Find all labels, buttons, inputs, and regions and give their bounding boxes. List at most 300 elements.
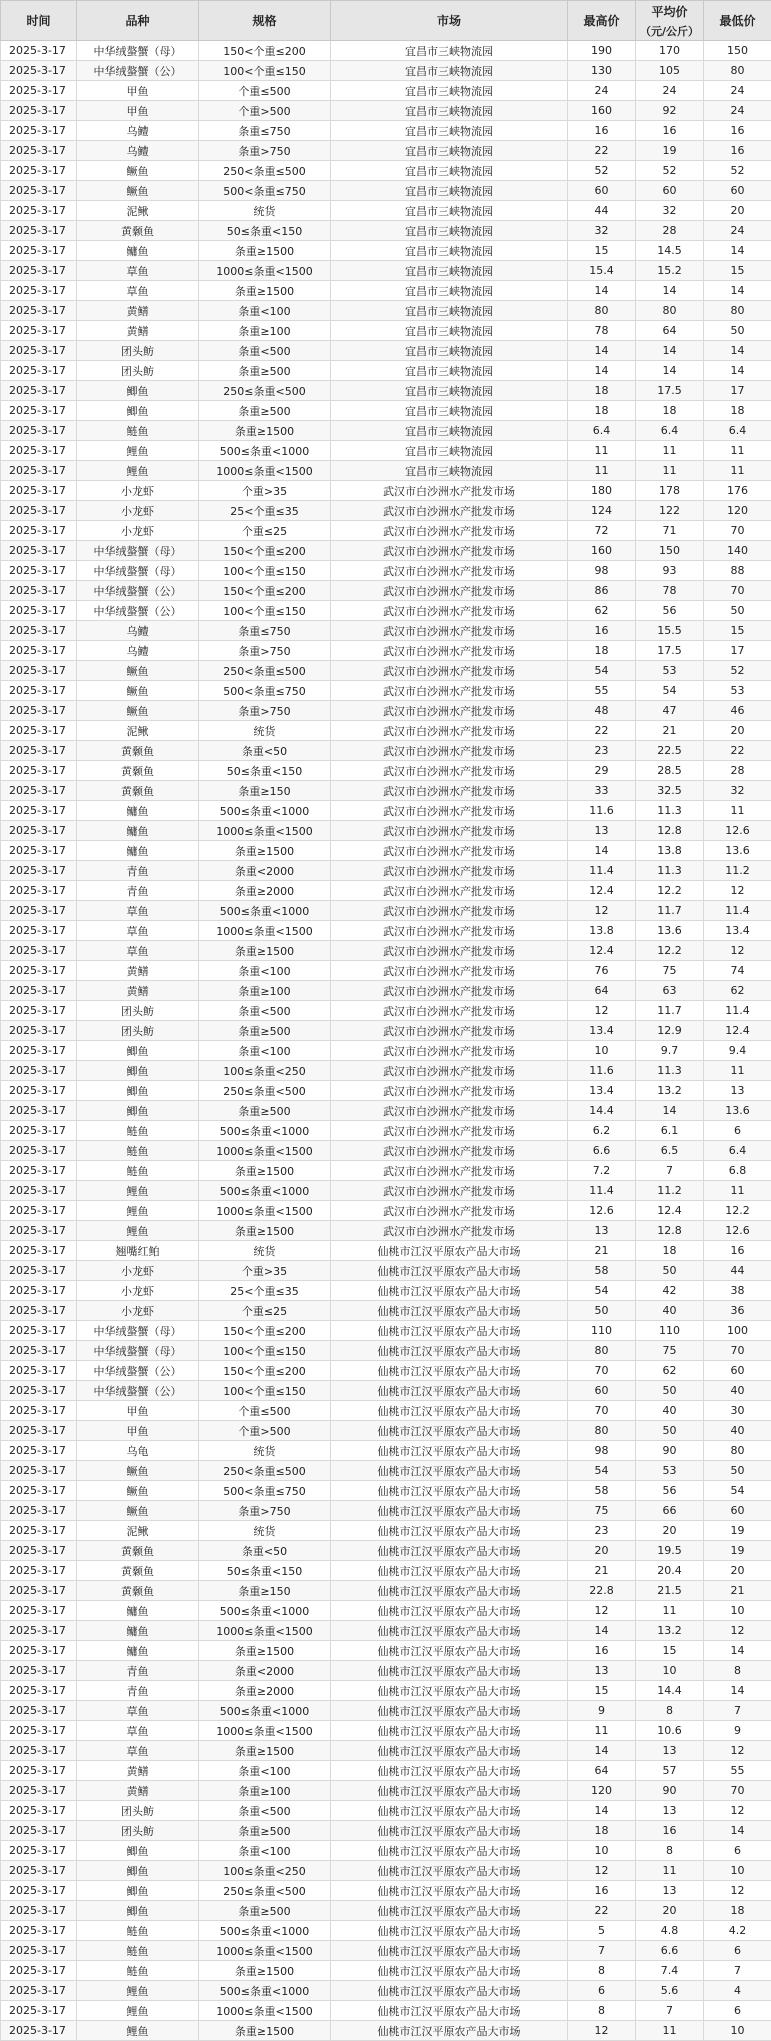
cell-avg-price: 32.5 xyxy=(636,781,704,801)
cell-market: 仙桃市江汉平原农产品大市场 xyxy=(331,1381,568,1401)
cell-high-price: 60 xyxy=(568,181,636,201)
cell-variety: 中华绒螯蟹（公） xyxy=(77,581,199,601)
cell-market: 武汉市白沙洲水产批发市场 xyxy=(331,881,568,901)
cell-spec: 条重<500 xyxy=(199,1801,331,1821)
cell-low-price: 15 xyxy=(704,261,771,281)
cell-variety: 小龙虾 xyxy=(77,521,199,541)
cell-avg-price: 16 xyxy=(636,1821,704,1841)
cell-market: 宜昌市三峡物流园 xyxy=(331,341,568,361)
cell-low-price: 14 xyxy=(704,341,771,361)
cell-high-price: 80 xyxy=(568,1421,636,1441)
cell-variety: 鲢鱼 xyxy=(77,1941,199,1961)
cell-spec: 条重≥1500 xyxy=(199,2021,331,2041)
cell-time: 2025-3-17 xyxy=(1,561,77,581)
cell-high-price: 15 xyxy=(568,241,636,261)
cell-spec: 50≤条重<150 xyxy=(199,221,331,241)
cell-market: 武汉市白沙洲水产批发市场 xyxy=(331,801,568,821)
table-row xyxy=(1,1361,771,1381)
cell-high-price: 18 xyxy=(568,381,636,401)
cell-market: 宜昌市三峡物流园 xyxy=(331,121,568,141)
cell-avg-price: 20.4 xyxy=(636,1561,704,1581)
cell-spec: 1000≤条重<1500 xyxy=(199,1721,331,1741)
cell-spec: 条重≥100 xyxy=(199,981,331,1001)
cell-time: 2025-3-17 xyxy=(1,181,77,201)
cell-market: 宜昌市三峡物流园 xyxy=(331,81,568,101)
cell-spec: 150<个重≤200 xyxy=(199,541,331,561)
cell-spec: 条重>750 xyxy=(199,701,331,721)
cell-avg-price: 52 xyxy=(636,161,704,181)
cell-variety: 鳙鱼 xyxy=(77,1621,199,1641)
cell-variety: 鳜鱼 xyxy=(77,701,199,721)
table-row xyxy=(1,681,771,701)
cell-time: 2025-3-17 xyxy=(1,781,77,801)
cell-market: 仙桃市江汉平原农产品大市场 xyxy=(331,1261,568,1281)
cell-avg-price: 21.5 xyxy=(636,1581,704,1601)
cell-avg-price: 28.5 xyxy=(636,761,704,781)
cell-time: 2025-3-17 xyxy=(1,481,77,501)
cell-spec: 500≤条重<1000 xyxy=(199,1601,331,1621)
cell-time: 2025-3-17 xyxy=(1,1081,77,1101)
cell-low-price: 20 xyxy=(704,721,771,741)
cell-avg-price: 13.6 xyxy=(636,921,704,941)
cell-spec: 1000≤条重<1500 xyxy=(199,1621,331,1641)
table-row xyxy=(1,41,771,61)
table-row xyxy=(1,1281,771,1301)
cell-high-price: 14 xyxy=(568,841,636,861)
cell-time: 2025-3-17 xyxy=(1,81,77,101)
cell-time: 2025-3-17 xyxy=(1,441,77,461)
cell-high-price: 14 xyxy=(568,281,636,301)
cell-low-price: 60 xyxy=(704,1361,771,1381)
cell-low-price: 10 xyxy=(704,1601,771,1621)
cell-low-price: 70 xyxy=(704,1341,771,1361)
cell-avg-price: 15.5 xyxy=(636,621,704,641)
table-row xyxy=(1,961,771,981)
cell-high-price: 12.4 xyxy=(568,881,636,901)
cell-market: 武汉市白沙洲水产批发市场 xyxy=(331,1041,568,1061)
table-row xyxy=(1,1821,771,1841)
cell-high-price: 18 xyxy=(568,401,636,421)
cell-spec: 500<条重≤750 xyxy=(199,1481,331,1501)
cell-time: 2025-3-17 xyxy=(1,681,77,701)
cell-high-price: 16 xyxy=(568,1881,636,1901)
table-row xyxy=(1,2001,771,2021)
table-row xyxy=(1,1881,771,1901)
cell-variety: 草鱼 xyxy=(77,941,199,961)
cell-time: 2025-3-17 xyxy=(1,1001,77,1021)
cell-time: 2025-3-17 xyxy=(1,741,77,761)
cell-low-price: 13.6 xyxy=(704,841,771,861)
cell-variety: 乌鳢 xyxy=(77,141,199,161)
cell-variety: 团头鲂 xyxy=(77,1021,199,1041)
cell-avg-price: 14 xyxy=(636,1101,704,1121)
cell-spec: 250<条重≤500 xyxy=(199,661,331,681)
cell-variety: 中华绒螯蟹（母） xyxy=(77,41,199,61)
cell-high-price: 8 xyxy=(568,1961,636,1981)
cell-avg-price: 40 xyxy=(636,1301,704,1321)
table-row xyxy=(1,941,771,961)
cell-low-price: 6 xyxy=(704,1121,771,1141)
cell-spec: 个重>500 xyxy=(199,101,331,121)
cell-spec: 条重≥1500 xyxy=(199,1161,331,1181)
cell-spec: 条重≥150 xyxy=(199,781,331,801)
cell-variety: 草鱼 xyxy=(77,1721,199,1741)
cell-time: 2025-3-17 xyxy=(1,2001,77,2021)
cell-market: 宜昌市三峡物流园 xyxy=(331,441,568,461)
cell-time: 2025-3-17 xyxy=(1,1021,77,1041)
table-row xyxy=(1,561,771,581)
cell-time: 2025-3-17 xyxy=(1,1461,77,1481)
cell-variety: 中华绒螯蟹（公） xyxy=(77,61,199,81)
cell-variety: 黄颡鱼 xyxy=(77,741,199,761)
cell-market: 仙桃市江汉平原农产品大市场 xyxy=(331,1801,568,1821)
cell-high-price: 11 xyxy=(568,461,636,481)
cell-variety: 中华绒螯蟹（公） xyxy=(77,601,199,621)
table-row xyxy=(1,1221,771,1241)
cell-time: 2025-3-17 xyxy=(1,41,77,61)
cell-market: 武汉市白沙洲水产批发市场 xyxy=(331,781,568,801)
table-row xyxy=(1,701,771,721)
table-row xyxy=(1,1141,771,1161)
cell-low-price: 11 xyxy=(704,441,771,461)
cell-avg-price: 7 xyxy=(636,1161,704,1181)
cell-market: 武汉市白沙洲水产批发市场 xyxy=(331,1141,568,1161)
cell-spec: 个重≤500 xyxy=(199,1401,331,1421)
table-row xyxy=(1,441,771,461)
cell-high-price: 22 xyxy=(568,721,636,741)
cell-time: 2025-3-17 xyxy=(1,1221,77,1241)
cell-spec: 500≤条重<1000 xyxy=(199,1121,331,1141)
cell-avg-price: 28 xyxy=(636,221,704,241)
cell-variety: 小龙虾 xyxy=(77,1261,199,1281)
cell-market: 武汉市白沙洲水产批发市场 xyxy=(331,641,568,661)
table-row xyxy=(1,1001,771,1021)
table-row xyxy=(1,241,771,261)
cell-low-price: 12 xyxy=(704,1801,771,1821)
cell-avg-price: 63 xyxy=(636,981,704,1001)
table-row xyxy=(1,461,771,481)
cell-market: 武汉市白沙洲水产批发市场 xyxy=(331,761,568,781)
cell-market: 宜昌市三峡物流园 xyxy=(331,301,568,321)
cell-market: 仙桃市江汉平原农产品大市场 xyxy=(331,1621,568,1641)
cell-low-price: 60 xyxy=(704,181,771,201)
cell-variety: 小龙虾 xyxy=(77,1281,199,1301)
cell-high-price: 62 xyxy=(568,601,636,621)
header-high-price: 最高价 xyxy=(568,1,636,41)
cell-spec: 条重≥500 xyxy=(199,401,331,421)
cell-spec: 个重>35 xyxy=(199,481,331,501)
cell-low-price: 12 xyxy=(704,1621,771,1641)
cell-market: 武汉市白沙洲水产批发市场 xyxy=(331,921,568,941)
table-row xyxy=(1,1581,771,1601)
cell-avg-price: 11.3 xyxy=(636,861,704,881)
cell-variety: 鲫鱼 xyxy=(77,1861,199,1881)
cell-high-price: 60 xyxy=(568,1381,636,1401)
cell-variety: 鲤鱼 xyxy=(77,2001,199,2021)
cell-avg-price: 92 xyxy=(636,101,704,121)
cell-variety: 青鱼 xyxy=(77,1661,199,1681)
cell-market: 仙桃市江汉平原农产品大市场 xyxy=(331,1821,568,1841)
cell-low-price: 12.6 xyxy=(704,1221,771,1241)
cell-low-price: 46 xyxy=(704,701,771,721)
cell-time: 2025-3-17 xyxy=(1,1481,77,1501)
cell-avg-price: 75 xyxy=(636,1341,704,1361)
cell-variety: 鲤鱼 xyxy=(77,461,199,481)
cell-high-price: 160 xyxy=(568,541,636,561)
table-row xyxy=(1,801,771,821)
cell-low-price: 9.4 xyxy=(704,1041,771,1061)
table-row xyxy=(1,521,771,541)
cell-avg-price: 8 xyxy=(636,1701,704,1721)
cell-market: 武汉市白沙洲水产批发市场 xyxy=(331,1061,568,1081)
cell-variety: 鲫鱼 xyxy=(77,1061,199,1081)
cell-time: 2025-3-17 xyxy=(1,1941,77,1961)
cell-low-price: 54 xyxy=(704,1481,771,1501)
cell-time: 2025-3-17 xyxy=(1,1781,77,1801)
cell-spec: 500≤条重<1000 xyxy=(199,441,331,461)
cell-time: 2025-3-17 xyxy=(1,541,77,561)
cell-avg-price: 21 xyxy=(636,721,704,741)
cell-spec: 50≤条重<150 xyxy=(199,1561,331,1581)
cell-avg-price: 10.6 xyxy=(636,1721,704,1741)
cell-time: 2025-3-17 xyxy=(1,721,77,741)
cell-low-price: 6 xyxy=(704,1841,771,1861)
cell-high-price: 120 xyxy=(568,1781,636,1801)
cell-variety: 鲤鱼 xyxy=(77,1221,199,1241)
cell-time: 2025-3-17 xyxy=(1,941,77,961)
cell-avg-price: 75 xyxy=(636,961,704,981)
cell-high-price: 54 xyxy=(568,1281,636,1301)
cell-spec: 条重>750 xyxy=(199,641,331,661)
cell-spec: 50≤条重<150 xyxy=(199,761,331,781)
cell-avg-price: 17.5 xyxy=(636,641,704,661)
cell-market: 宜昌市三峡物流园 xyxy=(331,281,568,301)
cell-variety: 鲢鱼 xyxy=(77,421,199,441)
table-row xyxy=(1,1301,771,1321)
table-row xyxy=(1,1041,771,1061)
cell-market: 武汉市白沙洲水产批发市场 xyxy=(331,701,568,721)
table-row xyxy=(1,1321,771,1341)
cell-market: 武汉市白沙洲水产批发市场 xyxy=(331,1201,568,1221)
cell-avg-price: 14.4 xyxy=(636,1681,704,1701)
cell-spec: 个重≤25 xyxy=(199,521,331,541)
cell-avg-price: 20 xyxy=(636,1901,704,1921)
cell-avg-price: 57 xyxy=(636,1761,704,1781)
cell-high-price: 6.6 xyxy=(568,1141,636,1161)
cell-variety: 草鱼 xyxy=(77,1741,199,1761)
cell-high-price: 22.8 xyxy=(568,1581,636,1601)
cell-time: 2025-3-17 xyxy=(1,881,77,901)
cell-time: 2025-3-17 xyxy=(1,401,77,421)
cell-time: 2025-3-17 xyxy=(1,1121,77,1141)
table-row xyxy=(1,1701,771,1721)
cell-avg-price: 7.4 xyxy=(636,1961,704,1981)
cell-market: 武汉市白沙洲水产批发市场 xyxy=(331,481,568,501)
cell-high-price: 15.4 xyxy=(568,261,636,281)
cell-time: 2025-3-17 xyxy=(1,1901,77,1921)
table-row xyxy=(1,841,771,861)
header-variety: 品种 xyxy=(77,1,199,41)
cell-spec: 100≤条重<250 xyxy=(199,1061,331,1081)
cell-high-price: 22 xyxy=(568,1901,636,1921)
cell-low-price: 74 xyxy=(704,961,771,981)
table-row xyxy=(1,1341,771,1361)
cell-low-price: 70 xyxy=(704,1781,771,1801)
cell-low-price: 150 xyxy=(704,41,771,61)
cell-market: 仙桃市江汉平原农产品大市场 xyxy=(331,1281,568,1301)
cell-variety: 中华绒螯蟹（母） xyxy=(77,1321,199,1341)
table-row xyxy=(1,581,771,601)
cell-spec: 条重≤750 xyxy=(199,621,331,641)
cell-spec: 150<个重≤200 xyxy=(199,581,331,601)
cell-time: 2025-3-17 xyxy=(1,1681,77,1701)
cell-time: 2025-3-17 xyxy=(1,981,77,1001)
cell-variety: 泥鳅 xyxy=(77,721,199,741)
cell-variety: 泥鳅 xyxy=(77,1521,199,1541)
cell-variety: 甲鱼 xyxy=(77,1401,199,1421)
cell-market: 宜昌市三峡物流园 xyxy=(331,401,568,421)
cell-time: 2025-3-17 xyxy=(1,1241,77,1261)
table-row xyxy=(1,1781,771,1801)
cell-high-price: 58 xyxy=(568,1261,636,1281)
table-row xyxy=(1,381,771,401)
table-row xyxy=(1,741,771,761)
cell-high-price: 32 xyxy=(568,221,636,241)
cell-spec: 1000≤条重<1500 xyxy=(199,821,331,841)
cell-market: 宜昌市三峡物流园 xyxy=(331,101,568,121)
table-row xyxy=(1,1561,771,1581)
cell-high-price: 12 xyxy=(568,2021,636,2041)
cell-time: 2025-3-17 xyxy=(1,241,77,261)
cell-low-price: 16 xyxy=(704,121,771,141)
cell-low-price: 11 xyxy=(704,801,771,821)
cell-variety: 团头鲂 xyxy=(77,361,199,381)
cell-time: 2025-3-17 xyxy=(1,1381,77,1401)
cell-avg-price: 14.5 xyxy=(636,241,704,261)
cell-avg-price: 6.6 xyxy=(636,1941,704,1961)
cell-spec: 条重≥100 xyxy=(199,1781,331,1801)
cell-low-price: 13 xyxy=(704,1081,771,1101)
cell-avg-price: 11 xyxy=(636,1861,704,1881)
cell-spec: 500≤条重<1000 xyxy=(199,801,331,821)
cell-variety: 鳜鱼 xyxy=(77,1481,199,1501)
table-row xyxy=(1,981,771,1001)
cell-avg-price: 6.4 xyxy=(636,421,704,441)
cell-high-price: 14 xyxy=(568,1741,636,1761)
cell-market: 仙桃市江汉平原农产品大市场 xyxy=(331,1501,568,1521)
cell-market: 仙桃市江汉平原农产品大市场 xyxy=(331,1541,568,1561)
cell-time: 2025-3-17 xyxy=(1,141,77,161)
cell-avg-price: 56 xyxy=(636,601,704,621)
cell-spec: 条重≥150 xyxy=(199,1581,331,1601)
table-row xyxy=(1,221,771,241)
cell-avg-price: 14 xyxy=(636,361,704,381)
cell-spec: 100≤条重<250 xyxy=(199,1861,331,1881)
table-row xyxy=(1,761,771,781)
cell-high-price: 78 xyxy=(568,321,636,341)
cell-market: 宜昌市三峡物流园 xyxy=(331,421,568,441)
cell-variety: 鳙鱼 xyxy=(77,841,199,861)
cell-avg-price: 12.2 xyxy=(636,941,704,961)
cell-low-price: 62 xyxy=(704,981,771,1001)
table-row xyxy=(1,601,771,621)
cell-time: 2025-3-17 xyxy=(1,801,77,821)
cell-avg-price: 20 xyxy=(636,1521,704,1541)
cell-high-price: 160 xyxy=(568,101,636,121)
cell-high-price: 76 xyxy=(568,961,636,981)
cell-spec: 条重≥1500 xyxy=(199,941,331,961)
cell-market: 武汉市白沙洲水产批发市场 xyxy=(331,581,568,601)
cell-low-price: 80 xyxy=(704,1441,771,1461)
cell-market: 宜昌市三峡物流园 xyxy=(331,221,568,241)
table-row xyxy=(1,1741,771,1761)
cell-market: 仙桃市江汉平原农产品大市场 xyxy=(331,1681,568,1701)
cell-spec: 统货 xyxy=(199,1521,331,1541)
cell-low-price: 16 xyxy=(704,141,771,161)
cell-market: 仙桃市江汉平原农产品大市场 xyxy=(331,1741,568,1761)
cell-avg-price: 178 xyxy=(636,481,704,501)
cell-variety: 鲫鱼 xyxy=(77,381,199,401)
cell-high-price: 86 xyxy=(568,581,636,601)
cell-variety: 中华绒螯蟹（公） xyxy=(77,1361,199,1381)
cell-high-price: 14 xyxy=(568,1621,636,1641)
cell-spec: 250<条重≤500 xyxy=(199,161,331,181)
cell-spec: 条重<500 xyxy=(199,1001,331,1021)
cell-variety: 鳜鱼 xyxy=(77,161,199,181)
cell-spec: 1000≤条重<1500 xyxy=(199,1941,331,1961)
header-avg-price xyxy=(636,1,704,41)
cell-low-price: 52 xyxy=(704,161,771,181)
cell-time: 2025-3-17 xyxy=(1,501,77,521)
cell-spec: 条重<100 xyxy=(199,1041,331,1061)
cell-time: 2025-3-17 xyxy=(1,1661,77,1681)
cell-low-price: 120 xyxy=(704,501,771,521)
cell-high-price: 16 xyxy=(568,621,636,641)
cell-time: 2025-3-17 xyxy=(1,621,77,641)
cell-variety: 黄颡鱼 xyxy=(77,761,199,781)
cell-low-price: 53 xyxy=(704,681,771,701)
cell-avg-price: 8 xyxy=(636,1841,704,1861)
cell-variety: 团头鲂 xyxy=(77,1801,199,1821)
cell-variety: 鲫鱼 xyxy=(77,401,199,421)
cell-variety: 鳜鱼 xyxy=(77,1461,199,1481)
cell-time: 2025-3-17 xyxy=(1,341,77,361)
cell-market: 仙桃市江汉平原农产品大市场 xyxy=(331,1481,568,1501)
cell-spec: 个重>35 xyxy=(199,1261,331,1281)
cell-time: 2025-3-17 xyxy=(1,101,77,121)
cell-variety: 乌鳢 xyxy=(77,621,199,641)
cell-variety: 黄鳝 xyxy=(77,301,199,321)
cell-spec: 100<个重≤150 xyxy=(199,61,331,81)
cell-avg-price: 7 xyxy=(636,2001,704,2021)
cell-avg-price: 11.7 xyxy=(636,1001,704,1021)
cell-high-price: 44 xyxy=(568,201,636,221)
cell-variety: 黄颡鱼 xyxy=(77,1541,199,1561)
table-row xyxy=(1,141,771,161)
cell-spec: 条重<100 xyxy=(199,1841,331,1861)
cell-market: 武汉市白沙洲水产批发市场 xyxy=(331,541,568,561)
cell-high-price: 54 xyxy=(568,1461,636,1481)
table-row xyxy=(1,541,771,561)
cell-avg-price: 56 xyxy=(636,1481,704,1501)
cell-variety: 团头鲂 xyxy=(77,1001,199,1021)
cell-spec: 条重>750 xyxy=(199,141,331,161)
cell-spec: 条重≥1500 xyxy=(199,1221,331,1241)
cell-low-price: 7 xyxy=(704,1701,771,1721)
header-spec: 规格 xyxy=(199,1,331,41)
table-row xyxy=(1,281,771,301)
cell-high-price: 54 xyxy=(568,661,636,681)
